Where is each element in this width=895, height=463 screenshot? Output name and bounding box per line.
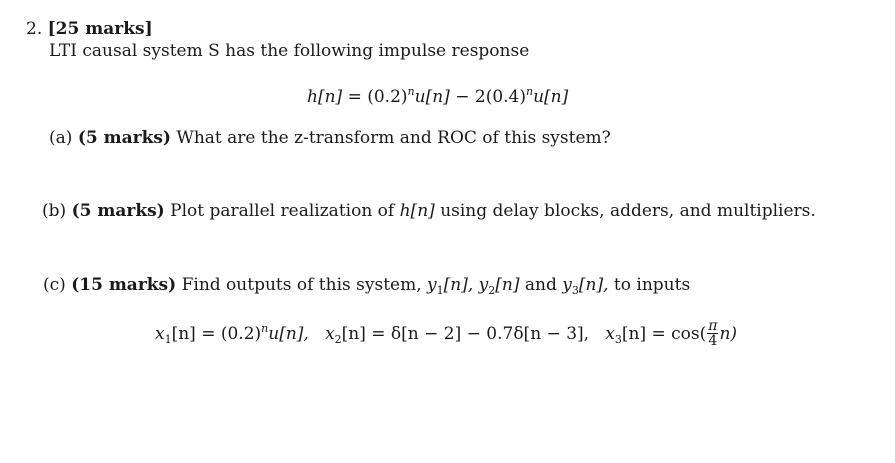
x3-sub: 3 — [614, 333, 622, 346]
eq-lhs: h[n] — [307, 87, 343, 107]
x1-mid: [n] = (0.2) — [171, 324, 262, 344]
question-marks: [25 marks] — [47, 19, 153, 39]
part-c-y2: y — [478, 275, 489, 295]
x1-sub: 1 — [164, 333, 172, 346]
impulse-response-equation — [307, 82, 568, 107]
part-c-y1-tail: [n], — [443, 275, 474, 295]
question-number: 2. — [26, 19, 43, 39]
eq-minus: − — [455, 87, 470, 107]
part-c-y3-sub: 3 — [571, 284, 579, 297]
part-b-text-before: Plot parallel realization of — [170, 201, 395, 221]
part-a — [49, 128, 611, 148]
part-a-text: What are the z-transform and ROC of this system? — [176, 128, 611, 148]
fraction-numerator: π — [708, 318, 718, 334]
part-c-y3: y — [562, 275, 572, 295]
part-b-text-after: using delay blocks, adders, and multipliers. — [440, 201, 816, 221]
part-c-y2-tail: [n] — [495, 275, 520, 295]
eq-term2-exp: n — [526, 85, 534, 98]
part-c-text-before: Find outputs of this system, — [181, 275, 422, 295]
part-a-label: (a) — [49, 128, 73, 148]
part-c-marks: (15 marks) — [71, 275, 177, 295]
part-a-marks: (5 marks) — [77, 128, 171, 148]
fraction-denominator: 4 — [708, 333, 718, 349]
question-intro: LTI causal system S has the following impulse response — [49, 41, 530, 61]
x1-exp: n — [261, 322, 269, 335]
eq-term1-tail: u[n] — [414, 87, 450, 107]
eq-term2-tail: u[n] — [533, 87, 569, 107]
x3-mid: [n] = cos( — [621, 324, 707, 344]
part-b-label: (b) — [42, 201, 67, 221]
question-header — [26, 19, 153, 39]
x1-symbol: x — [155, 324, 165, 344]
x1-tail: u[n], — [268, 324, 309, 344]
part-c-text-after: to inputs — [613, 275, 691, 295]
eq-term2: 2(0.4) — [474, 87, 526, 107]
x3-symbol: x — [605, 324, 615, 344]
x3-tail: n) — [719, 324, 738, 344]
part-c-y1-sub: 1 — [436, 284, 444, 297]
eq-equals: = — [347, 87, 362, 107]
part-c-y2-sub: 2 — [488, 284, 496, 297]
x2-body: [n] = δ[n − 2] − 0.7δ[n − 3], — [341, 324, 590, 344]
part-c — [43, 275, 690, 301]
x2-sub: 2 — [334, 333, 342, 346]
pi-over-4-fraction — [707, 319, 718, 348]
part-b-math: h[n] — [399, 201, 435, 221]
part-b — [42, 201, 816, 221]
part-c-y1: y — [427, 275, 437, 295]
x2-symbol: x — [325, 324, 335, 344]
part-c-label: (c) — [43, 275, 66, 295]
part-c-y3-tail: [n], — [578, 275, 609, 295]
part-b-marks: (5 marks) — [71, 201, 165, 221]
eq-term1: (0.2) — [367, 87, 408, 107]
inputs-equation — [155, 316, 737, 353]
eq-term1-exp: n — [407, 85, 415, 98]
part-c-and: and — [524, 275, 557, 295]
